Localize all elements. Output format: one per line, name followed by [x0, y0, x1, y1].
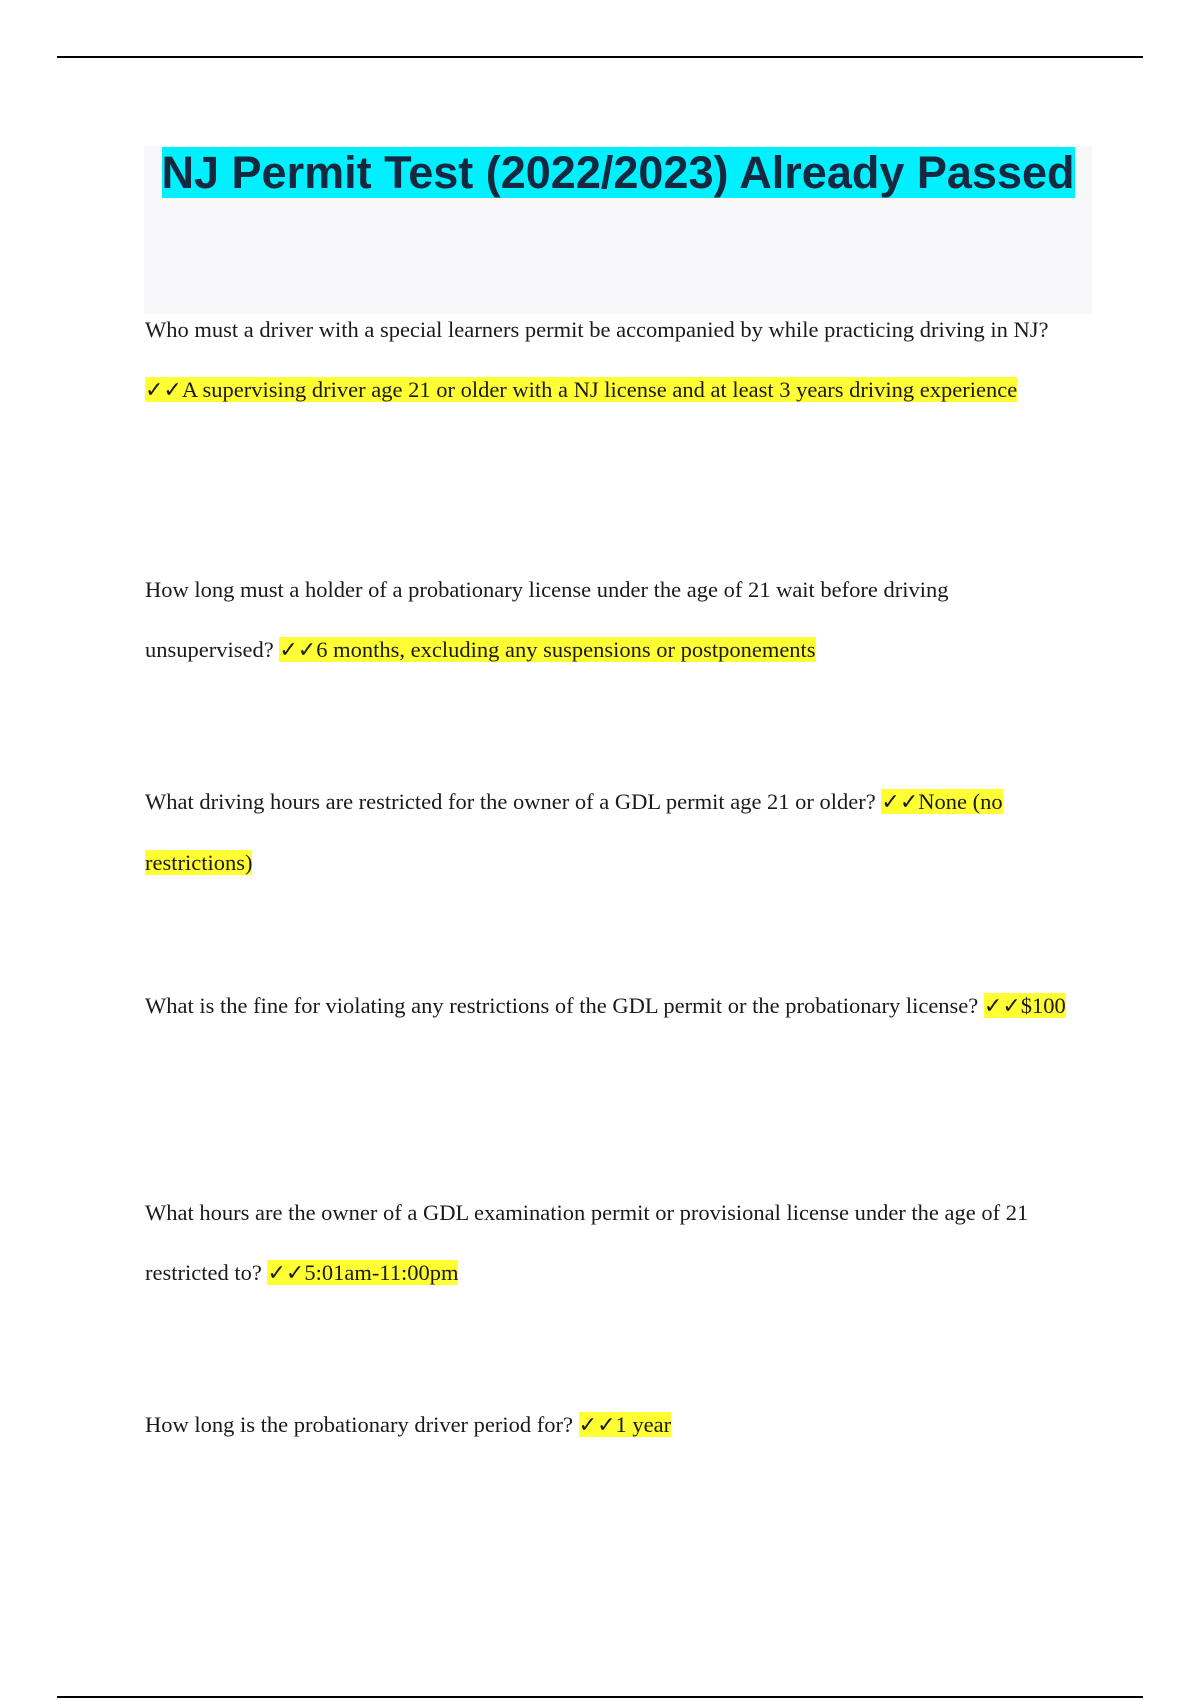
answer-highlight: [145, 377, 1017, 402]
qa-item-5: [145, 1183, 1075, 1304]
question-text: What is the fine for violating any restrictions of the GDL permit or the probationary license?: [145, 993, 979, 1018]
top-rule: [57, 56, 1143, 58]
answer-highlight: [984, 993, 1066, 1018]
question-text: What hours are the owner of a GDL examination permit or provisional license under the age of 21 restricted to?: [145, 1200, 1029, 1285]
answer-highlight: [579, 1412, 671, 1437]
qa-item-2: [145, 560, 1075, 681]
answer-highlight: [267, 1260, 458, 1285]
check-icon: ✓✓: [279, 638, 317, 663]
answer-highlight: [279, 637, 815, 662]
question-text: How long must a holder of a probationary license under the age of 21 wait before driving unsupervised?: [145, 577, 949, 662]
answer-text: A supervising driver age 21 or older with a NJ license and at least 3 years driving experience: [181, 377, 1018, 402]
check-icon: ✓✓: [145, 378, 182, 403]
check-icon: ✓✓: [881, 790, 919, 815]
answer-text: 1 year: [615, 1412, 672, 1437]
check-icon: ✓✓: [983, 994, 1021, 1019]
qa-item-4: [145, 976, 1075, 1037]
qa-item-1: [145, 300, 1075, 421]
check-icon: ✓✓: [267, 1261, 305, 1286]
answer-text: None (no restrictions): [145, 789, 1003, 875]
answer-text: 6 months, excluding any suspensions or postponements: [316, 637, 816, 662]
question-text: How long is the probationary driver period for?: [145, 1412, 574, 1437]
title-band: [144, 146, 1092, 314]
qa-item-3: [145, 772, 1075, 893]
answer-text: 5:01am-11:00pm: [304, 1260, 459, 1285]
document-title-text: NJ Permit Test (2022/2023) Already Passed: [161, 147, 1075, 198]
check-icon: ✓✓: [578, 1413, 616, 1438]
qa-item-6: [145, 1395, 1075, 1456]
answer-text: $100: [1020, 993, 1066, 1018]
question-text: Who must a driver with a special learners permit be accompanied by while practicing driving in NJ?: [145, 317, 1049, 342]
question-text: What driving hours are restricted for the owner of a GDL permit age 21 or older?: [145, 789, 876, 814]
bottom-rule: [57, 1696, 1143, 1698]
document-title: [144, 146, 1092, 200]
